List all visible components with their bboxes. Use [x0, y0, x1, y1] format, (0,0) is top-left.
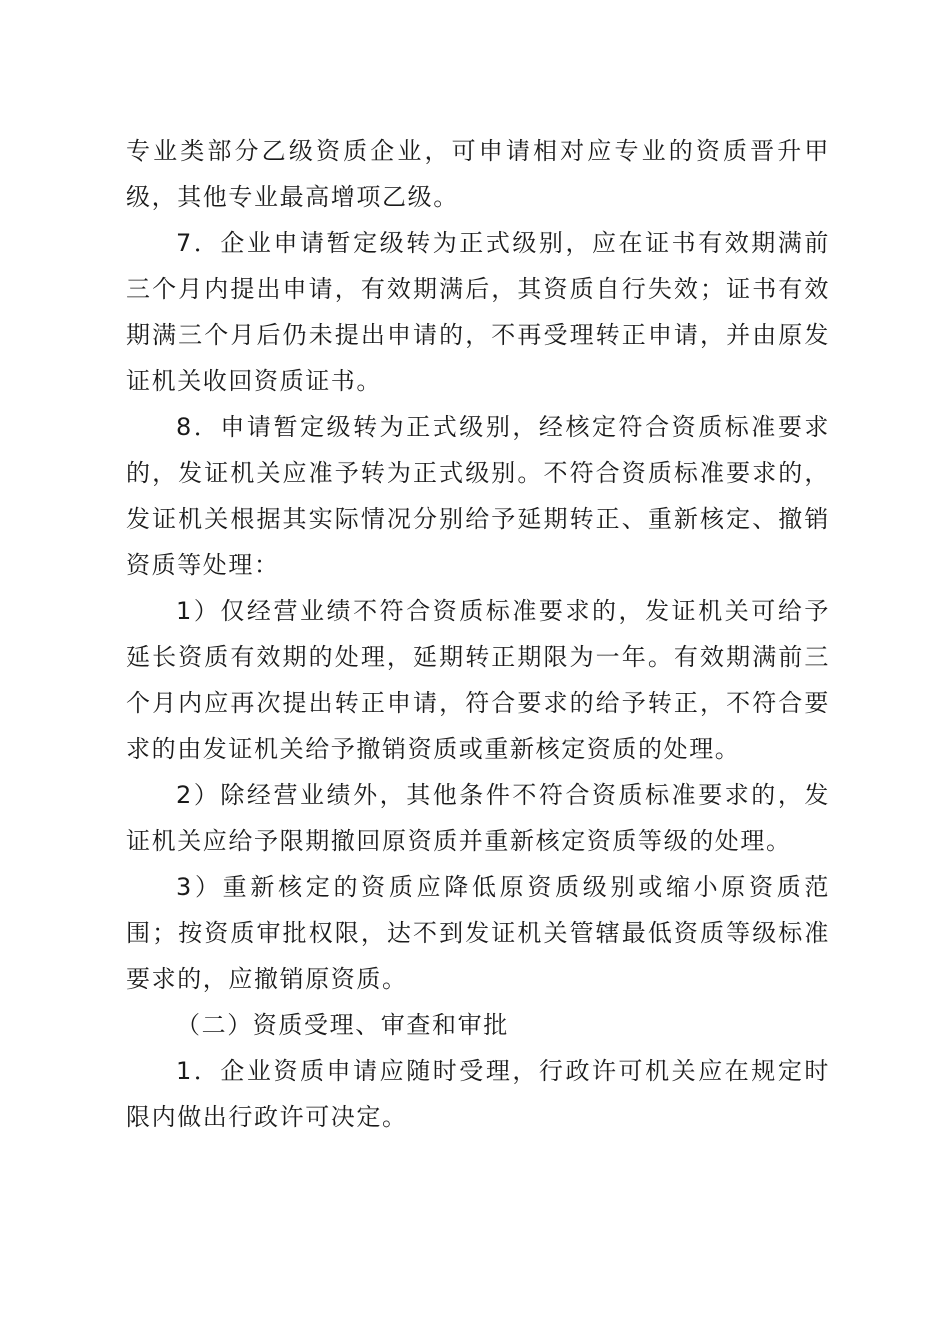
paragraph-item-8: 8．申请暂定级转为正式级别，经核定符合资质标准要求的，发证机关应准予转为正式级别。不符合资质标准要求的，发证机关根据其实际情况分别给予延期转正、重新核定、撤销资质等处理： [126, 413, 830, 579]
paragraph-item-1: 1．企业资质申请应随时受理，行政许可机关应在规定时限内做出行政许可决定。 [126, 1057, 830, 1131]
paragraph-subitem-2: 2）除经营业绩外，其他条件不符合资质标准要求的，发证机关应给予限期撤回原资质并重新核定资质等级的处理。 [126, 781, 830, 855]
paragraph-item-7: 7．企业申请暂定级转为正式级别，应在证书有效期满前三个月内提出申请，有效期满后，其资质自行失效；证书有效期满三个月后仍未提出申请的，不再受理转正申请，并由原发证机关收回资质证书。 [126, 229, 830, 395]
paragraph-continuation: 专业类部分乙级资质企业，可申请相对应专业的资质晋升甲级，其他专业最高增项乙级。 [126, 137, 830, 211]
paragraph-subitem-3: 3）重新核定的资质应降低原资质级别或缩小原资质范围；按资质审批权限，达不到发证机关管辖最低资质等级标准要求的，应撤销原资质。 [126, 873, 830, 993]
paragraph-subitem-1: 1）仅经营业绩不符合资质标准要求的，发证机关可给予延长资质有效期的处理，延期转正期限为一年。有效期满前三个月内应再次提出转正申请，符合要求的给予转正，不符合要求的由发证机关给予撤销资质或重新核定资质的处理。 [126, 597, 830, 763]
document-body [126, 128, 830, 1140]
section-heading: （二）资质受理、审查和审批 [176, 1011, 509, 1039]
